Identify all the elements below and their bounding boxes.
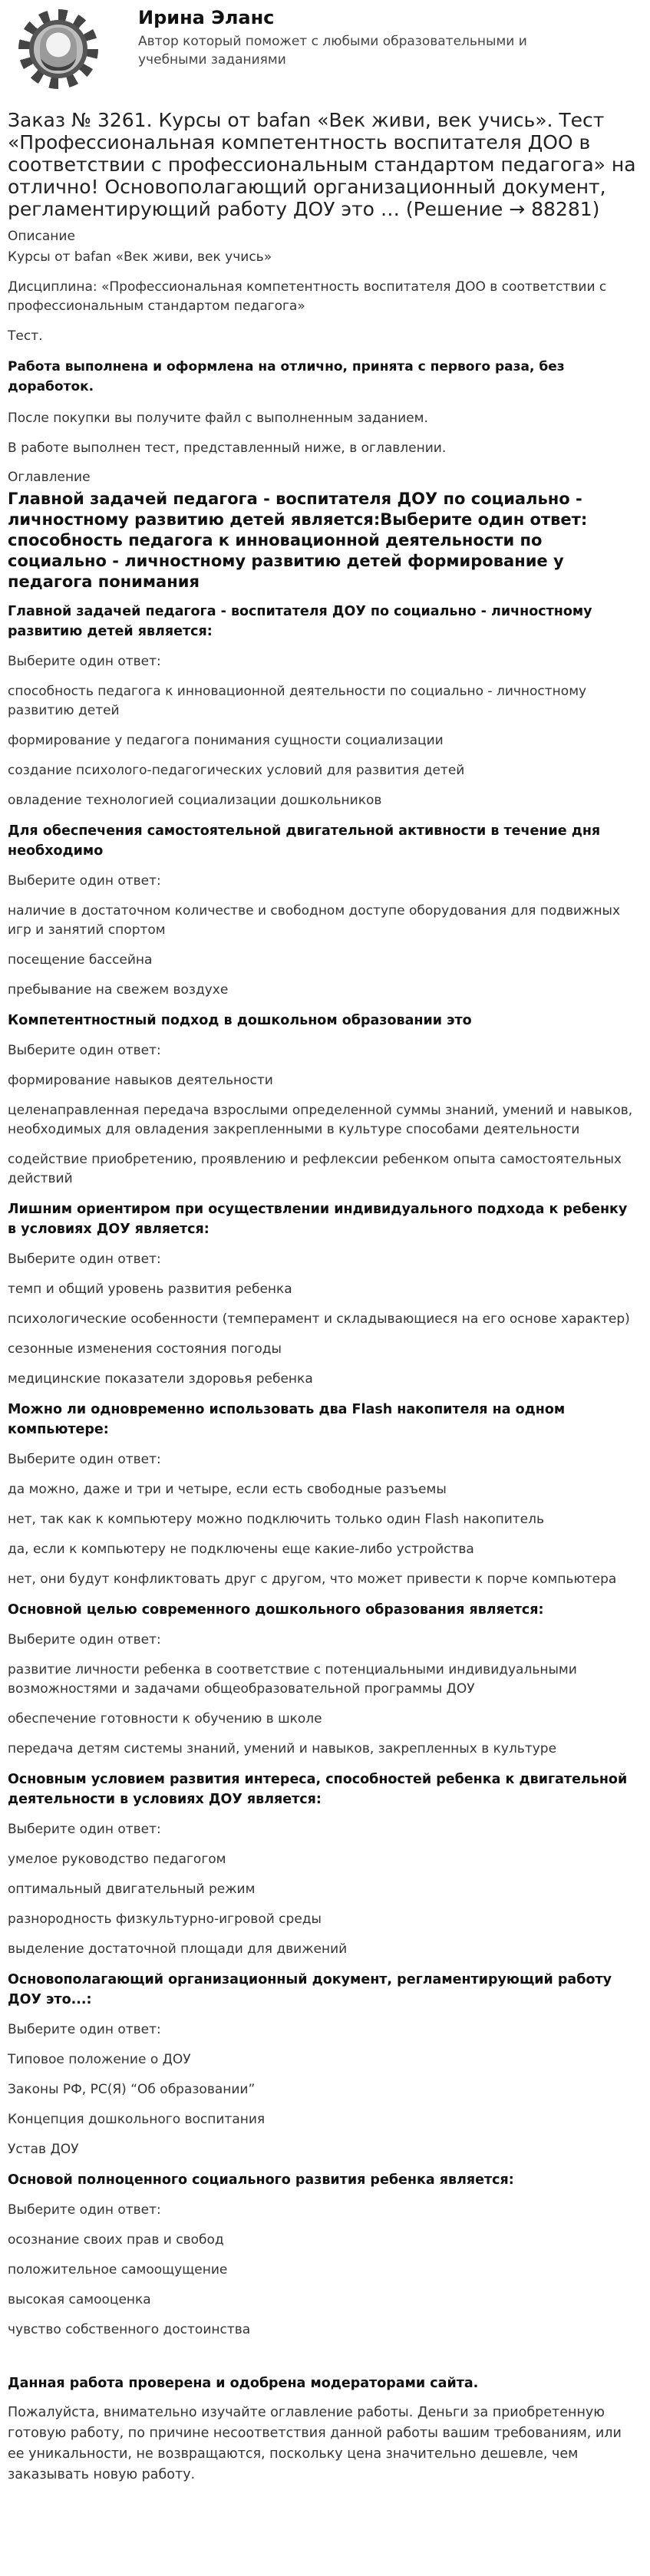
answer-prompt: Выберите один ответ: (8, 1452, 161, 1467)
answer-option: наличие в достаточном количестве и свободном доступе оборудования для подвижных игр и занятий спортом (8, 903, 621, 938)
answer-option: высокая самооценка (8, 2292, 151, 2307)
question-text: Лишним ориентиром при осуществлении индивидуального подхода к ребенку в условиях ДОУ является: (8, 1202, 628, 1237)
answer-option: обеспечение готовности к обучению в школе (8, 1711, 322, 1727)
test-note: В работе выполнен тест, представленный ниже, в оглавлении. (8, 440, 447, 456)
answer-option: сезонные изменения состояния погоды (8, 1341, 282, 1357)
moderated-note: Данная работа проверена и одобрена модераторами сайта. (8, 2376, 479, 2391)
answer-option: положительное самоощущение (8, 2262, 228, 2278)
answer-option: психологические особенности (темперамент и складывающиеся на его основе характер) (8, 1311, 630, 1327)
order-title: Заказ № 3261. Курсы от bafan «Век живи, век учись». Тест «Профессиональная компетентность воспитателя ДОО в соответствии с профессиональным стандартом педагога» на отлично! Основополагающий организационный документ, регламентирующий работу ДОУ это … (Решение → 88281) (8, 109, 636, 220)
toc-label: Оглавление (8, 470, 91, 485)
answer-option: оптимальный двигательный режим (8, 1882, 256, 1897)
toc-title: Главной задачей педагога - воспитателя ДОУ по социально - личностному развитию детей является:Выберите один ответ: способность педагога к инновационной деятельности по социально - личностному развитию детей формирование у педагога понимания (8, 490, 588, 591)
question-block (8, 2170, 639, 2340)
question-block (8, 1400, 639, 1589)
question-text: Основой полноценного социального развития ребенка является: (8, 2172, 514, 2188)
refund-notice: Пожалуйста, внимательно изучайте оглавление работы. Деньги за приобретенную готовую работу, по причине несоответствия данной работы вашим требованиям, или ее уникальности, не возвращаются, поскольку цена значительно дешевле, чем заказывать новую работу. (8, 2405, 622, 2482)
answer-option: выделение достаточной площади для движений (8, 1941, 348, 1957)
answer-option: пребывание на свежем воздухе (8, 982, 229, 998)
answer-option: да можно, даже и три и четыре, если есть свободные разъемы (8, 1482, 447, 1497)
answer-prompt: Выберите один ответ: (8, 654, 161, 669)
answer-option: содействие приобретению, проявлению и рефлексии ребенком опыта самостоятельных действий (8, 1152, 622, 1186)
answer-prompt: Выберите один ответ: (8, 873, 161, 889)
question-block (8, 1600, 639, 1759)
answer-option: Типовое положение о ДОУ (8, 2052, 191, 2067)
author-description: Автор который поможет с любыми образовательными и учебными заданиями (138, 34, 527, 68)
answer-option: способность педагога к инновационной деятельности по социально - личностному развитию детей (8, 684, 587, 718)
question-text: Можно ли одновременно использовать два Flash накопителя на одном компьютере: (8, 1402, 566, 1437)
question-block (8, 1770, 639, 1959)
answer-option: Концепция дошкольного воспитания (8, 2112, 266, 2127)
answer-option: Устав ДОУ (8, 2142, 79, 2157)
answer-option: посещение бассейна (8, 952, 153, 968)
question-text: Основополагающий организационный документ, регламентирующий работу ДОУ это...: (8, 1972, 612, 2007)
answer-option: создание психолого-педагогических условий для развития детей (8, 763, 465, 778)
answer-option: Законы РФ, РС(Я) “Об образовании” (8, 2082, 256, 2097)
questions-list (8, 602, 639, 2340)
question-block (8, 821, 639, 1000)
answer-option: чувство собственного достоинства (8, 2322, 251, 2337)
answer-option: нет, так как к компьютеру можно подключить только один Flash накопитель (8, 1512, 545, 1527)
answer-prompt: Выберите один ответ: (8, 1043, 161, 1058)
question-text: Компетентностный подход в дошкольном образовании это (8, 1013, 472, 1028)
avatar[interactable] (11, 6, 118, 89)
answer-prompt: Выберите один ответ: (8, 1632, 161, 1648)
answer-option: формирование навыков деятельности (8, 1073, 273, 1088)
question-block (8, 1199, 639, 1389)
answer-option: да, если к компьютеру не подключены еще какие-либо устройства (8, 1542, 474, 1557)
description-label: Описание (8, 229, 75, 244)
question-block (8, 1011, 639, 1189)
answer-option: осознание своих прав и свобод (8, 2232, 224, 2248)
answer-option: нет, они будут конфликтовать друг с другом, что может привести к порче компьютера (8, 1572, 617, 1587)
test-label: Тест. (8, 328, 43, 344)
course-name: Курсы от bafan «Век живи, век учись» (8, 249, 272, 265)
answer-prompt: Выберите один ответ: (8, 1822, 161, 1837)
question-block (8, 1970, 639, 2159)
after-purchase-note: После покупки вы получите файл с выполненным заданием. (8, 411, 428, 426)
answer-prompt: Выберите один ответ: (8, 2022, 161, 2037)
answer-option: формирование у педагога понимания сущности социализации (8, 733, 444, 748)
author-info (118, 6, 568, 69)
answer-option: разнородность физкультурно-игровой среды (8, 1911, 322, 1927)
answer-option: передача детям системы знаний, умений и навыков, закрепленных в культуре (8, 1741, 557, 1756)
discipline: Дисциплина: «Профессиональная компетентность воспитателя ДОО в соответствии с профессиональным стандартом педагога» (8, 279, 607, 314)
answer-prompt: Выберите один ответ: (8, 1252, 161, 1267)
answer-prompt: Выберите один ответ: (8, 2202, 161, 2218)
question-text: Главной задачей педагога - воспитателя ДОУ по социально - личностному развитию детей является: (8, 604, 592, 639)
answer-option: развитие личности ребенка в соответствие с потенциальными индивидуальными возможностями и задачами общеобразовательной программы ДОУ (8, 1662, 577, 1697)
answer-option: овладение технологией социализации дошкольников (8, 793, 382, 808)
question-text: Основной целью современного дошкольного образования является: (8, 1602, 544, 1618)
question-text: Для обеспечения самостоятельной двигательной активности в течение дня необходимо (8, 823, 601, 859)
author-name[interactable]: Ирина Эланс (138, 7, 275, 28)
done-statement: Работа выполнена и оформлена на отлично, принята с первого раза, без доработок. (8, 359, 565, 394)
author-header (8, 0, 639, 92)
answer-option: целенаправленная передача взрослыми определенной суммы знаний, умений и навыков, необходимых для овладения закрепленными в культуре способами деятельности (8, 1103, 633, 1137)
question-block (8, 602, 639, 810)
avatar-photo (40, 28, 77, 71)
answer-option: умелое руководство педагогом (8, 1852, 226, 1867)
question-text: Основным условием развития интереса, способностей ребенка к двигательной деятельности в условиях ДОУ является: (8, 1772, 628, 1807)
answer-option: медицинские показатели здоровья ребенка (8, 1371, 313, 1387)
answer-option: темп и общий уровень развития ребенка (8, 1281, 292, 1297)
